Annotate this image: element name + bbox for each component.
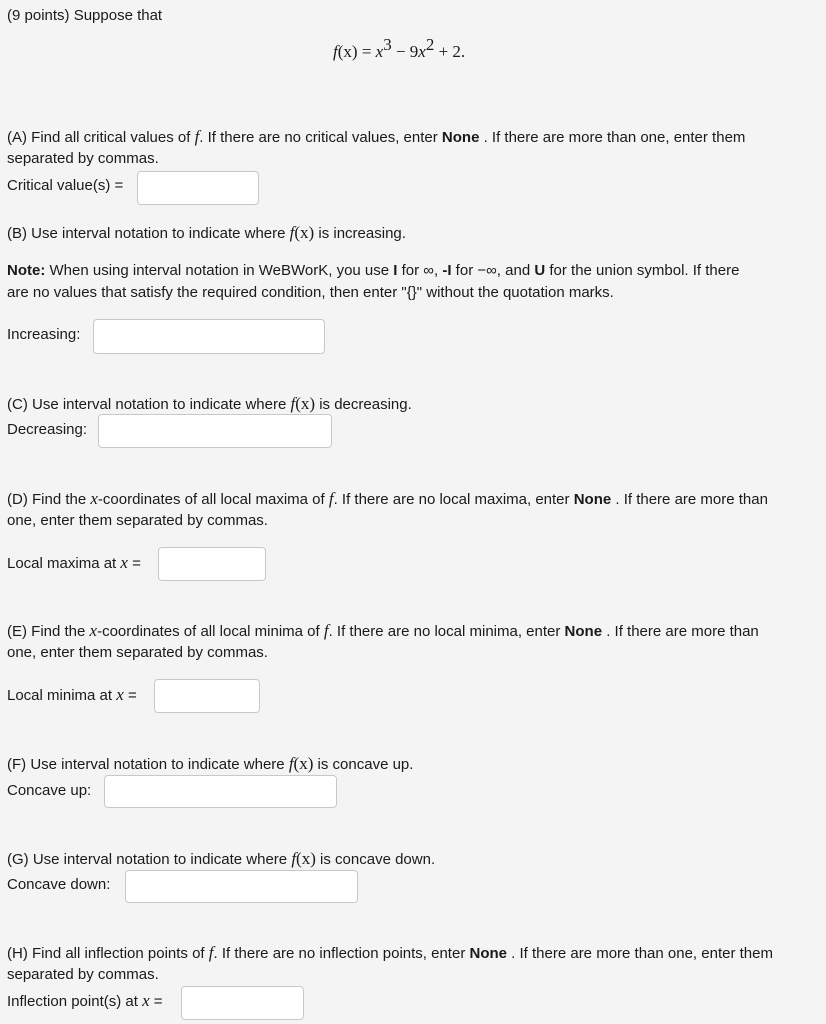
problem-intro: (9 points) Suppose that (7, 7, 163, 24)
increasing-input[interactable] (93, 319, 325, 354)
part-g-question: (G) Use interval notation to indicate where f(x) is concave down. (7, 849, 436, 868)
concave-down-input[interactable] (125, 870, 358, 903)
concave-down-label: Concave down: (7, 876, 111, 893)
decreasing-label: Decreasing: (7, 421, 88, 438)
part-d-question: (D) Find the x-coordinates of all local maxima of f. If there are no local maxima, enter None . If there are more than (7, 489, 768, 508)
part-a-question-cont: separated by commas. (7, 150, 159, 167)
part-f-question: (F) Use interval notation to indicate where f(x) is concave up. (7, 754, 414, 773)
concave-up-label: Concave up: (7, 782, 92, 799)
local-minima-label: Local minima at x = (7, 685, 137, 704)
part-e-question: (E) Find the x-coordinates of all local minima of f. If there are no local minima, enter None . If there are more than (7, 621, 759, 640)
local-minima-input[interactable] (154, 679, 260, 713)
part-b-question: (B) Use interval notation to indicate where f(x) is increasing. (7, 223, 406, 242)
decreasing-input[interactable] (98, 414, 332, 448)
part-e-question-cont: one, enter them separated by commas. (7, 644, 268, 661)
inflection-points-label: Inflection point(s) at x = (7, 991, 163, 1010)
increasing-label: Increasing: (7, 326, 81, 343)
part-h-question-cont: separated by commas. (7, 966, 159, 983)
interval-note: Note: When using interval notation in WeBWorK, you use I for ∞, -I for −∞, and U for the union symbol. If there (7, 262, 740, 279)
critical-values-input[interactable] (137, 171, 259, 205)
part-d-question-cont: one, enter them separated by commas. (7, 512, 268, 529)
local-maxima-label: Local maxima at x = (7, 553, 141, 572)
local-maxima-input[interactable] (158, 547, 266, 581)
part-h-question: (H) Find all inflection points of f. If there are no inflection points, enter None . If there are more than one, enter them (7, 943, 773, 962)
inflection-points-input[interactable] (181, 986, 304, 1020)
concave-up-input[interactable] (104, 775, 337, 808)
function-formula: $f(x) = x^3 - 9x^2 + 2$. (333, 35, 466, 61)
part-a-question: (A) Find all critical values of f. If there are no critical values, enter None . If there are more than one, enter them (7, 127, 746, 146)
interval-note-cont: are no values that satisfy the required condition, then enter "{}" without the quotation marks. (7, 284, 614, 301)
critical-values-label: Critical value(s) = (7, 177, 124, 194)
part-c-question: (C) Use interval notation to indicate where f(x) is decreasing. (7, 394, 412, 413)
